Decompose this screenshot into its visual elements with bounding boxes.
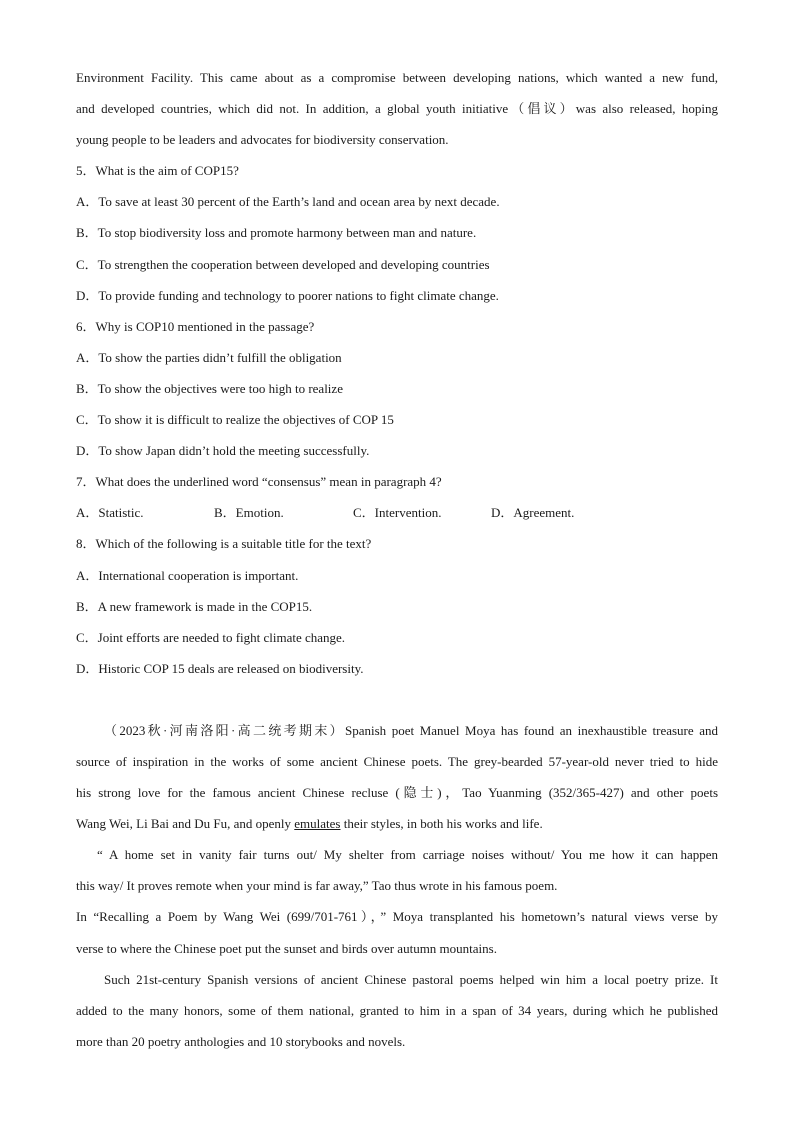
- answer-option: B．To stop biodiversity loss and promote harmony between man and nature.: [76, 225, 477, 241]
- answer-option: A．To show the parties didn’t fulfill the obligation: [76, 349, 342, 365]
- answer-option: B．Emotion.: [214, 505, 284, 521]
- passage-line: In “Recalling a Poem by Wang Wei (699/701-761），” Moya transplanted his hometown’s natural views verse by: [76, 909, 718, 925]
- answer-option: C．To show it is difficult to realize the objectives of COP 15: [76, 412, 394, 428]
- passage-line: （2023秋·河南洛阳·高二统考期末）Spanish poet Manuel Moya has found an inexhaustible treasure and: [104, 722, 718, 738]
- answer-option: D．Historic COP 15 deals are released on biodiversity.: [76, 660, 364, 676]
- underlined-word: emulates: [294, 816, 341, 832]
- passage-line: this way/ It proves remote when your mind is far away,” Tao thus wrote in his famous poem.: [76, 878, 558, 894]
- passage-line: and developed countries, which did not. In addition, a global youth initiative（倡议）was also released, hoping: [76, 101, 718, 117]
- passage-line: [76, 808, 718, 839]
- question-stem: 7．What does the underlined word “consensus” mean in paragraph 4?: [76, 474, 442, 490]
- question-stem: 6．Why is COP10 mentioned in the passage?: [76, 318, 315, 334]
- passage-line: verse to where the Chinese poet put the sunset and birds over autumn mountains.: [76, 940, 497, 956]
- passage-line: added to the many honors, some of them national, granted to him in a span of 34 years, during which he published: [76, 1002, 718, 1018]
- answer-option: D．Agreement.: [491, 505, 575, 521]
- passage-line: more than 20 poetry anthologies and 10 storybooks and novels.: [76, 1033, 406, 1049]
- passage-line: young people to be leaders and advocates for biodiversity conservation.: [76, 132, 449, 148]
- passage-text: Wang Wei, Li Bai and Du Fu, and openly: [76, 816, 295, 832]
- answer-option: C．Intervention.: [353, 505, 442, 521]
- passage-line: Environment Facility. This came about as a compromise between developing nations, which wanted a new fund,: [76, 70, 718, 85]
- answer-option: D．To provide funding and technology to poorer nations to fight climate change.: [76, 287, 499, 303]
- answer-option: A．Statistic.: [76, 505, 144, 521]
- passage-line: source of inspiration in the works of some ancient Chinese poets. The grey-bearded 57-year-old never tried to hide: [76, 753, 718, 769]
- answer-option: D．To show Japan didn’t hold the meeting successfully.: [76, 443, 370, 459]
- question-stem: 5．What is the aim of COP15?: [76, 163, 239, 179]
- answer-option: B．To show the objectives were too high to realize: [76, 380, 343, 396]
- answer-option: C．To strengthen the cooperation between developed and developing countries: [76, 256, 490, 272]
- question-stem: 8．Which of the following is a suitable title for the text?: [76, 536, 372, 552]
- document-page: [76, 62, 718, 1057]
- answer-option: B．A new framework is made in the COP15.: [76, 598, 313, 614]
- answer-option: A．To save at least 30 percent of the Earth’s land and ocean area by next decade.: [76, 194, 500, 210]
- passage-line: his strong love for the famous ancient Chinese recluse (隐士)，Tao Yuanming (352/365-427) and other poets: [76, 785, 718, 801]
- answer-option: C．Joint efforts are needed to fight climate change.: [76, 629, 346, 645]
- section-spacer: [76, 684, 718, 715]
- answer-options-row: [76, 497, 718, 528]
- answer-option: A．International cooperation is important.: [76, 567, 299, 583]
- passage-line: “ A home set in vanity fair turns out/ My shelter from carriage noises without/ You me how it can happen: [97, 847, 718, 863]
- passage-line: Such 21st-century Spanish versions of ancient Chinese pastoral poems helped win him a local poetry prize. It: [104, 971, 718, 987]
- passage-text: their styles, in both his works and life.: [340, 816, 543, 832]
